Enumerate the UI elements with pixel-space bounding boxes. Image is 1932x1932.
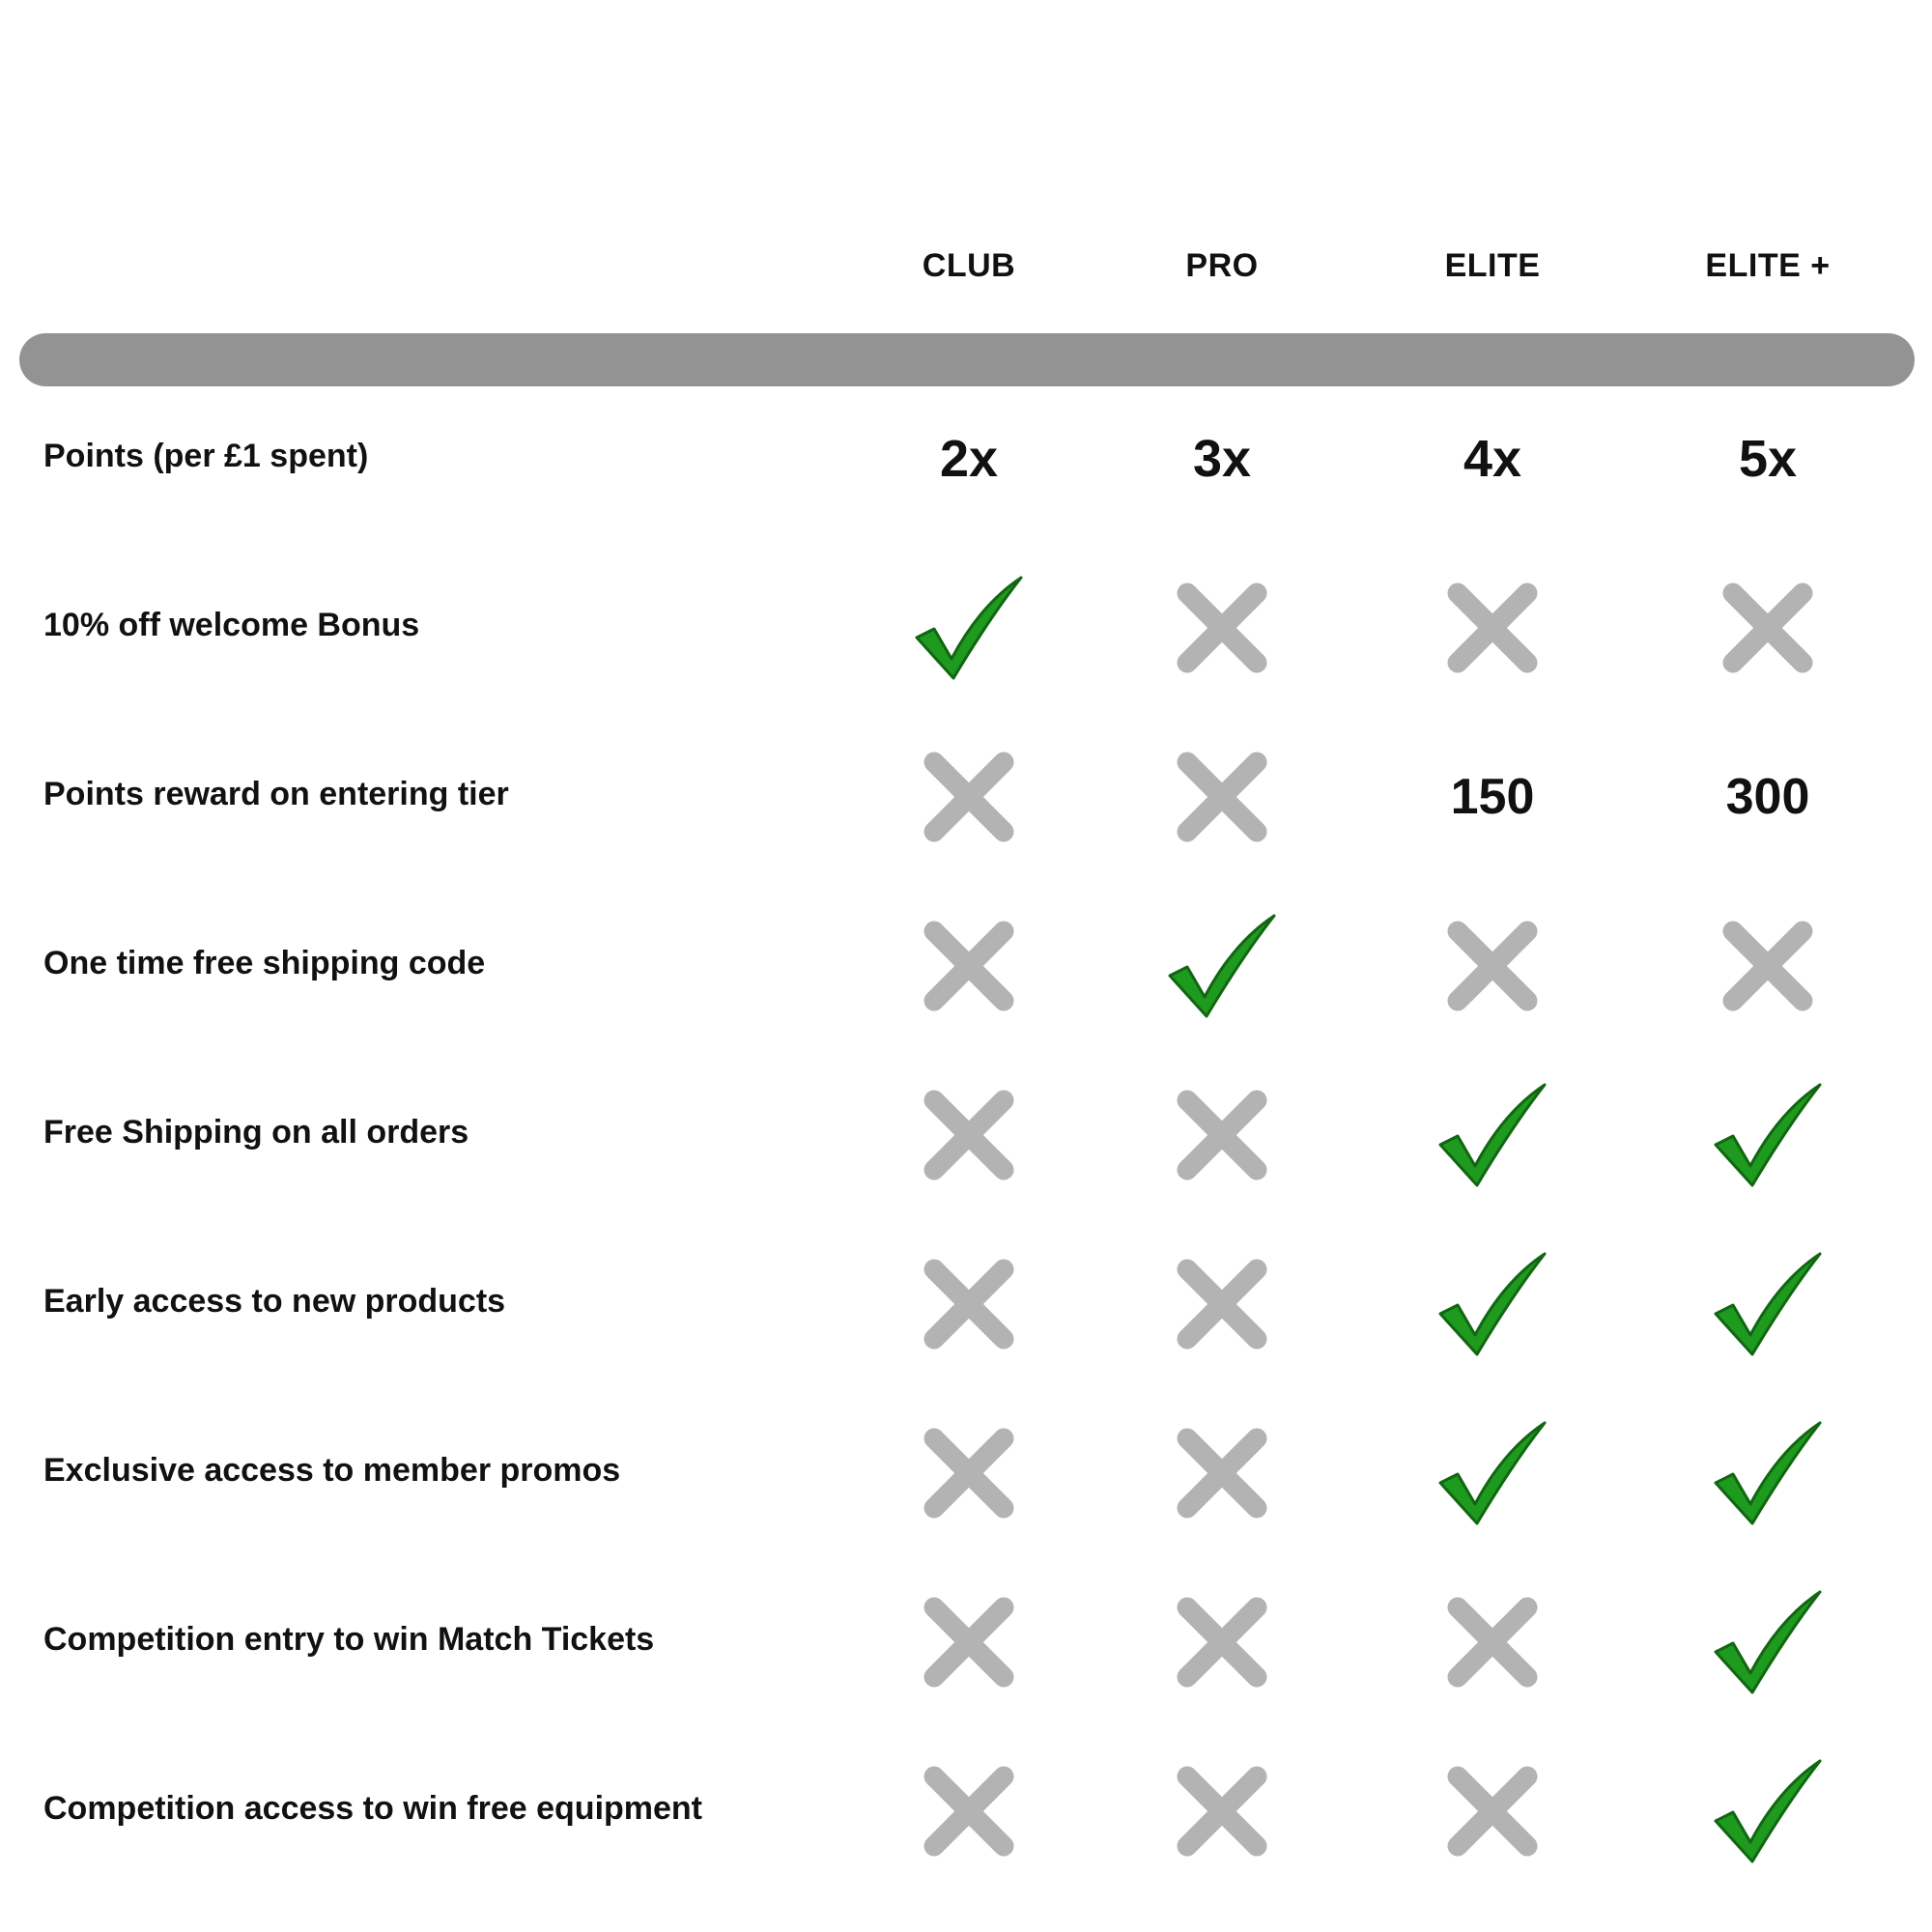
cell-elite-plus	[1671, 1241, 1864, 1367]
cross-icon	[1172, 1254, 1272, 1354]
check-icon	[1166, 914, 1278, 1018]
feature-label: Points (per £1 spent)	[43, 438, 369, 474]
cell-elite	[1396, 734, 1589, 860]
cross-icon	[1172, 1085, 1272, 1185]
check-icon	[1712, 1759, 1824, 1863]
tier-header-pro: PRO	[1185, 247, 1259, 284]
check-icon	[1436, 1252, 1548, 1356]
cross-icon	[1172, 747, 1272, 847]
cell-elite	[1396, 1410, 1589, 1536]
feature-label: Competition entry to win Match Tickets	[43, 1621, 655, 1658]
header-divider-bar	[19, 333, 1915, 386]
cell-pro	[1125, 734, 1319, 860]
cross-icon	[919, 916, 1019, 1016]
cell-pro	[1125, 1410, 1319, 1536]
cell-club	[872, 396, 1065, 522]
feature-label: Free Shipping on all orders	[43, 1114, 469, 1151]
feature-label: One time free shipping code	[43, 945, 486, 981]
points-reward-value: 150	[1450, 769, 1535, 825]
tier-header-elite-plus: ELITE +	[1705, 247, 1831, 284]
cell-club	[872, 1241, 1065, 1367]
cross-icon	[919, 1254, 1019, 1354]
check-icon	[1436, 1083, 1548, 1187]
cross-icon	[919, 1085, 1019, 1185]
cell-elite	[1396, 1072, 1589, 1198]
tier-header-elite: ELITE	[1444, 247, 1541, 284]
cross-icon	[1442, 916, 1543, 1016]
cross-icon	[1172, 1592, 1272, 1692]
cell-club	[872, 734, 1065, 860]
cross-icon	[1442, 578, 1543, 678]
cell-club	[872, 1579, 1065, 1705]
check-icon	[1712, 1421, 1824, 1525]
points-multiplier-value: 4x	[1463, 430, 1522, 488]
cell-club	[872, 1410, 1065, 1536]
cell-elite-plus	[1671, 903, 1864, 1029]
check-icon	[913, 576, 1025, 680]
cell-pro	[1125, 1748, 1319, 1874]
cell-pro	[1125, 396, 1319, 522]
feature-label: Early access to new products	[43, 1283, 506, 1320]
cell-elite	[1396, 1748, 1589, 1874]
feature-label: Exclusive access to member promos	[43, 1452, 621, 1489]
cell-club	[872, 1748, 1065, 1874]
points-reward-value: 300	[1725, 769, 1810, 825]
check-icon	[1712, 1083, 1824, 1187]
check-icon	[1712, 1590, 1824, 1694]
cell-elite	[1396, 396, 1589, 522]
cross-icon	[1172, 1423, 1272, 1523]
cross-icon	[1718, 916, 1818, 1016]
cell-pro	[1125, 1072, 1319, 1198]
cross-icon	[1172, 1761, 1272, 1861]
cross-icon	[919, 1423, 1019, 1523]
cross-icon	[1172, 578, 1272, 678]
cross-icon	[919, 747, 1019, 847]
cross-icon	[1718, 578, 1818, 678]
feature-label: 10% off welcome Bonus	[43, 607, 420, 643]
cell-elite-plus	[1671, 1748, 1864, 1874]
cross-icon	[919, 1592, 1019, 1692]
points-multiplier-value: 5x	[1738, 430, 1798, 488]
cell-club	[872, 1072, 1065, 1198]
tier-header-club: CLUB	[922, 247, 1016, 284]
cross-icon	[1442, 1761, 1543, 1861]
cell-elite	[1396, 1241, 1589, 1367]
cell-elite	[1396, 1579, 1589, 1705]
check-icon	[1436, 1421, 1548, 1525]
cross-icon	[919, 1761, 1019, 1861]
cell-pro	[1125, 565, 1319, 691]
points-multiplier-value: 2x	[939, 430, 999, 488]
cell-elite-plus	[1671, 1410, 1864, 1536]
cell-pro	[1125, 1241, 1319, 1367]
feature-label: Competition access to win free equipment	[43, 1790, 703, 1827]
cell-elite-plus	[1671, 1579, 1864, 1705]
cross-icon	[1442, 1592, 1543, 1692]
cell-club	[872, 565, 1065, 691]
points-multiplier-value: 3x	[1192, 430, 1252, 488]
cell-elite	[1396, 903, 1589, 1029]
cell-elite-plus	[1671, 734, 1864, 860]
cell-pro	[1125, 1579, 1319, 1705]
cell-pro	[1125, 903, 1319, 1029]
cell-club	[872, 903, 1065, 1029]
feature-label: Points reward on entering tier	[43, 776, 509, 812]
cell-elite-plus	[1671, 396, 1864, 522]
cell-elite-plus	[1671, 565, 1864, 691]
cell-elite	[1396, 565, 1589, 691]
cell-elite-plus	[1671, 1072, 1864, 1198]
check-icon	[1712, 1252, 1824, 1356]
